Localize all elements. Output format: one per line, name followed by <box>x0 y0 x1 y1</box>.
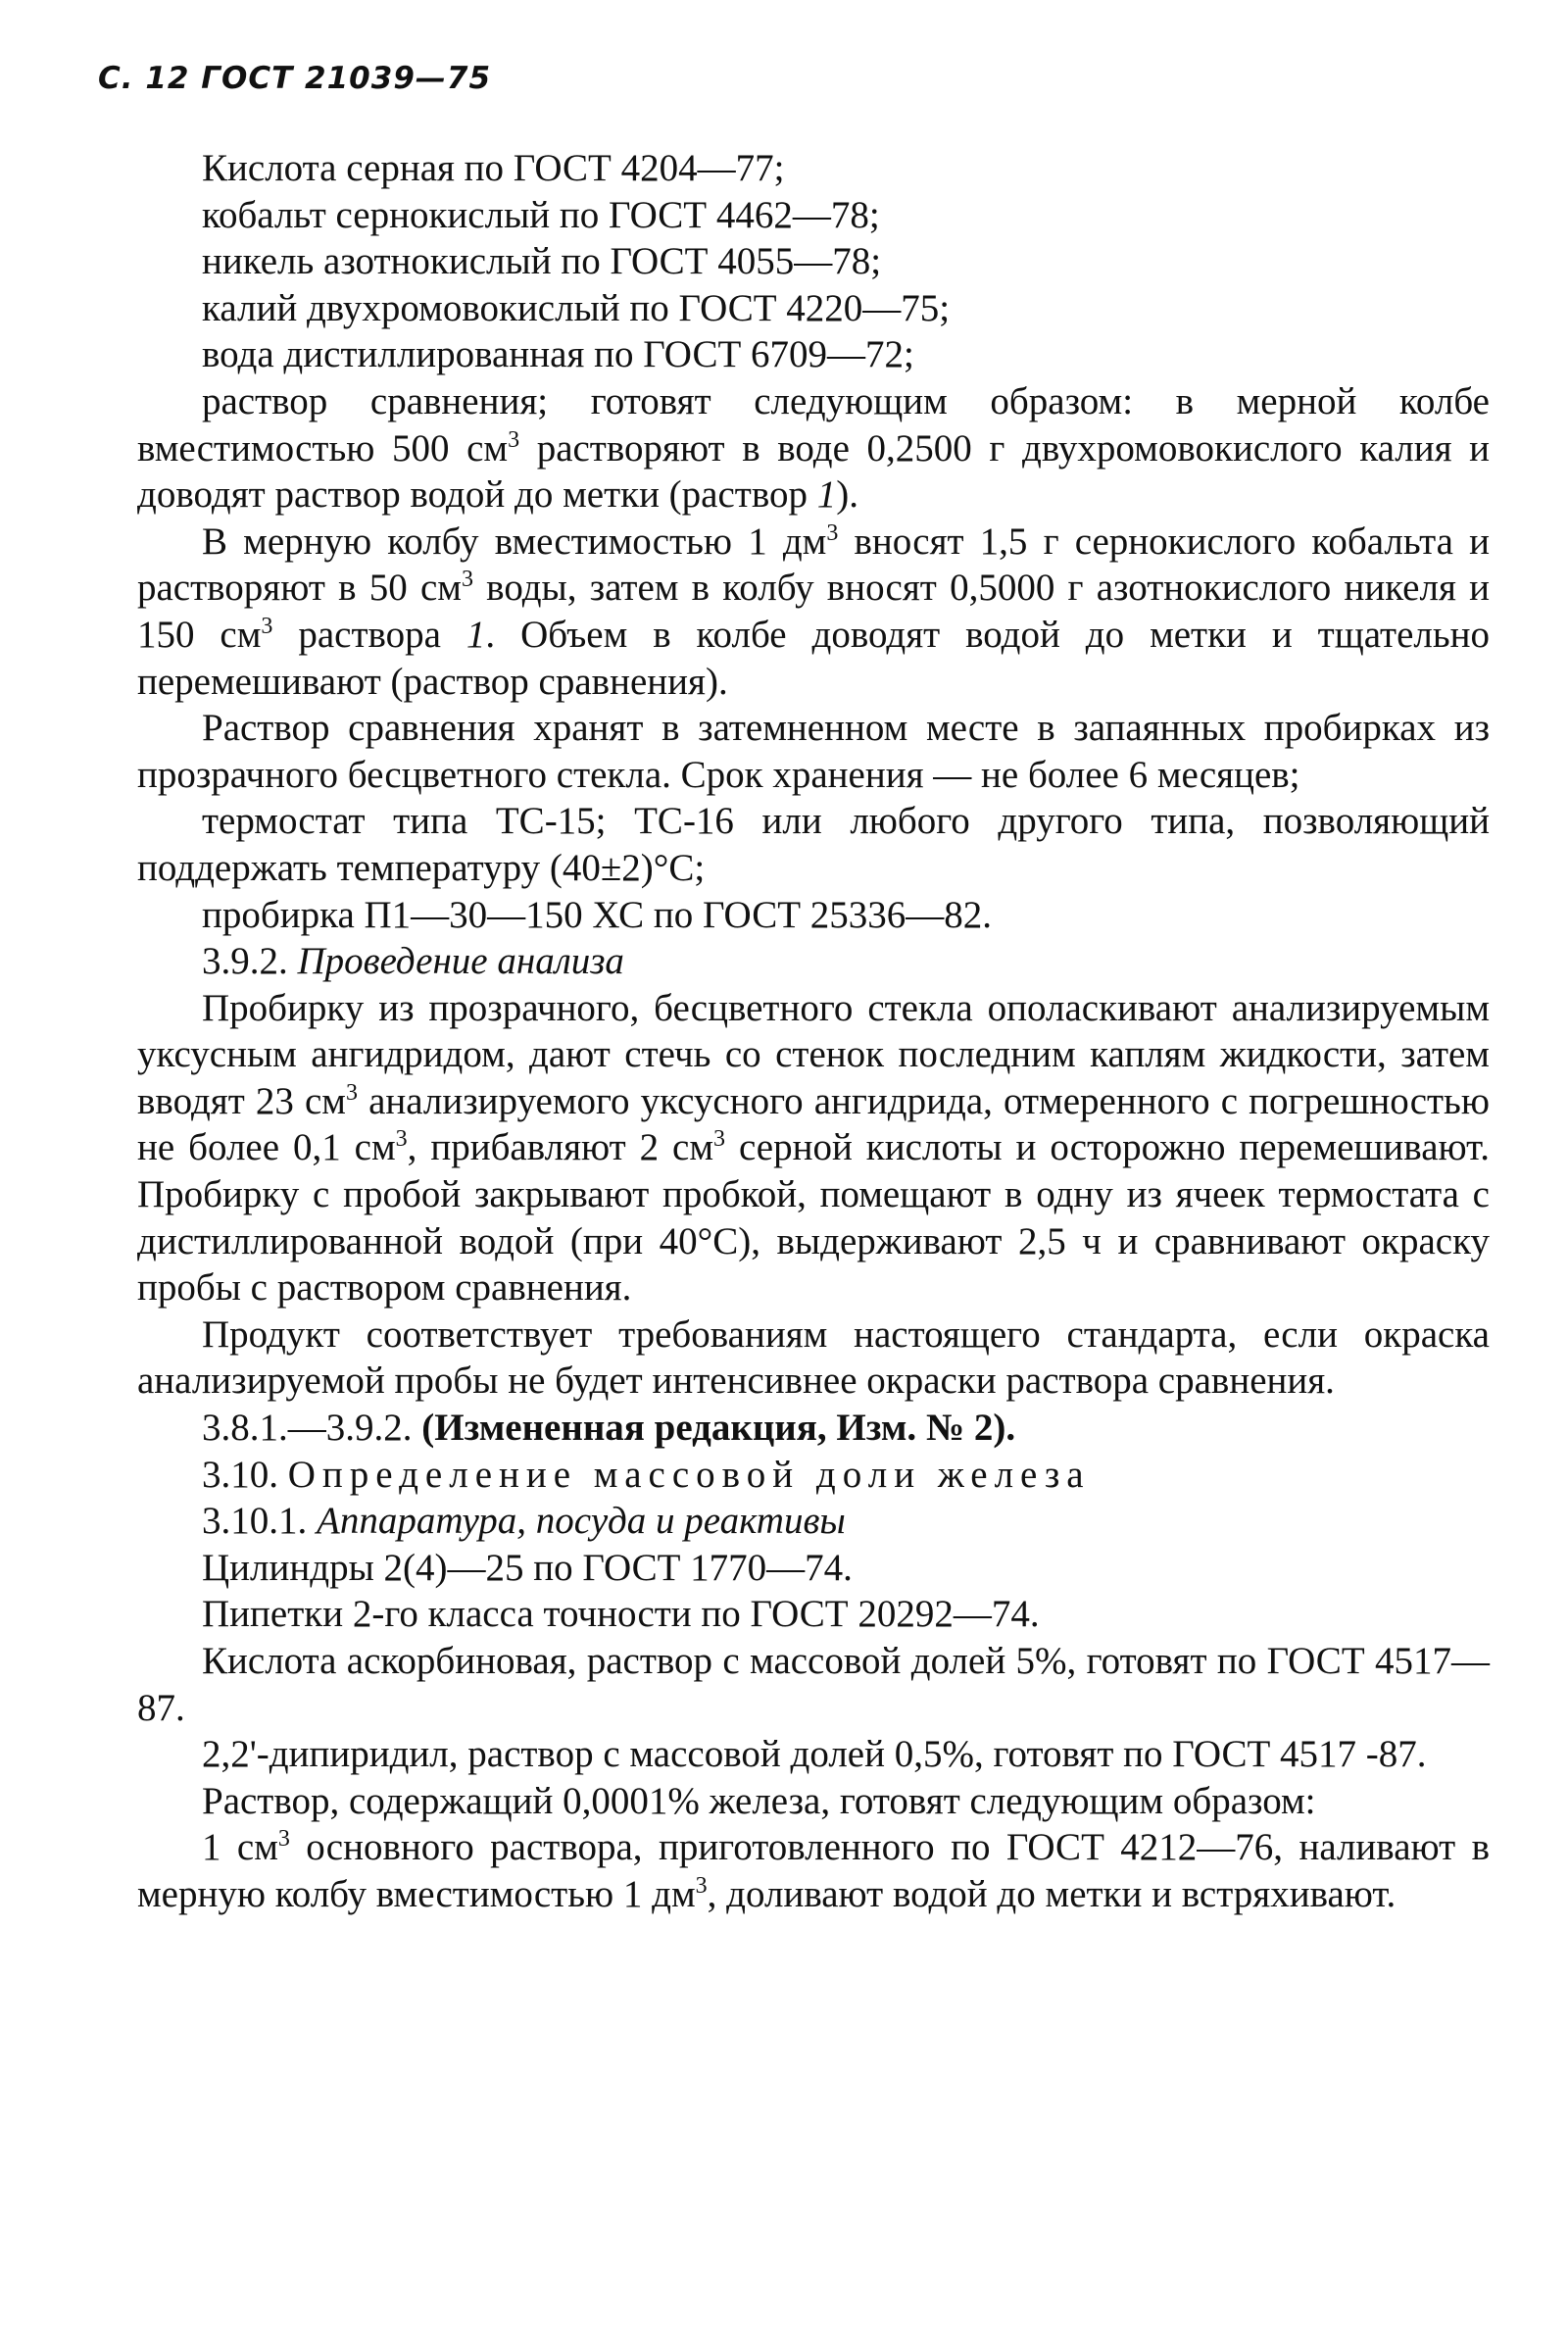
flask-paragraph: В мерную колбу вместимостью 1 $дм^3$ вносят 1,5 г сернокислого кобальта и растворяют в 50 $см^3$ воды, затем в колбу вносят 0,5000 г азотнокислого никеля и 150 $см^3$ раствора 1. Объем в колбе доводят водой до метки и тщательно перемешивают (раствор сравнения). <box>137 519 1490 703</box>
reagent-paragraph: Кислота аскорбиновая, раствор с массовой долей 5%, готовят по ГОСТ 4517—87. <box>137 1640 1490 1729</box>
section-heading: 3.9.2. Проведение анализа <box>202 940 624 983</box>
reagent-paragraph: 2,2'-дипиридил, раствор с массовой долей 0,5%, готовят по ГОСТ 4517 -87. <box>202 1733 1427 1776</box>
page-header: С. 12 ГОСТ 21039—75 <box>98 61 492 96</box>
document-body <box>137 145 1490 1918</box>
iron-solution-paragraph: Раствор, содержащий 0,0001% железа, готовят следующим образом: <box>202 1779 1316 1822</box>
equipment-line: Пипетки 2-го класса точности по ГОСТ 20292—74. <box>202 1593 1040 1636</box>
reagent-line: калий двухромовокислый по ГОСТ 4220—75; <box>202 286 951 329</box>
subsection-heading: 3.10.1. Аппаратура, посуда и реактивы <box>202 1500 846 1543</box>
reagent-line: вода дистиллированная по ГОСТ 6709—72; <box>202 333 914 376</box>
conformity-paragraph: Продукт соответствует требованиям настоящего стандарта, если окраска анализируемой пробы не будет интенсивнее окраски раствора сравнения. <box>137 1312 1490 1403</box>
comparison-solution-paragraph: раствор сравнения; готовят следующим образом: в мерной колбе вместимостью 500 $см^3$ растворяют в воде 0,2500 г двухромовокислого калия и доводят раствор водой до метки (раствор 1). <box>137 379 1490 517</box>
reagent-line: Кислота серная по ГОСТ 4204—77; <box>202 147 785 189</box>
equipment-line: Цилиндры 2(4)—25 по ГОСТ 1770—74. <box>202 1546 853 1589</box>
thermostat-paragraph: термостат типа ТС-15; ТС-16 или любого другого типа, позволяющий поддержать температуру (40±2)°С; <box>137 800 1490 889</box>
section-heading: 3.10. Определение массовой доли железа <box>202 1453 1091 1496</box>
storage-paragraph: Раствор сравнения хранят в затемненном месте в запаянных пробирках из прозрачного бесцветного стекла. Срок хранения — не более 6 месяцев; <box>137 707 1490 796</box>
reagent-line: кобальт сернокислый по ГОСТ 4462—78; <box>202 193 880 236</box>
reagent-line: никель азотнокислый по ГОСТ 4055—78; <box>202 240 882 283</box>
amendment-note: 3.8.1.—3.9.2. (Измененная редакция, Изм. № 2). <box>202 1407 1016 1450</box>
test-tube-line: пробирка П1—30—150 ХС по ГОСТ 25336—82. <box>202 893 993 936</box>
preparation-paragraph: 1 $см^3$ основного раствора, приготовленного по ГОСТ 4212—76, наливают в мерную колбу вместимостью 1 $дм^3$, доливают водой до метки и встряхивают. <box>137 1826 1490 1915</box>
procedure-paragraph: Пробирку из прозрачного, бесцветного стекла ополаскивают анализируемым уксусным ангидридом, дают стечь со стенок последним каплям жидкости, затем вводят 23 $см^3$ анализируемого уксусного ангидрида, отмеренного с погрешностью не более 0,1 $см^3$, прибавляют 2 $см^3$ серной кислоты и осторожно перемешивают. Пробирку с пробой закрывают пробкой, помещают в одну из ячеек термостата с дистиллированной водой (при 40°С), выдерживают 2,5 ч и сравнивают окраску пробы с раствором сравнения. <box>137 986 1490 1310</box>
